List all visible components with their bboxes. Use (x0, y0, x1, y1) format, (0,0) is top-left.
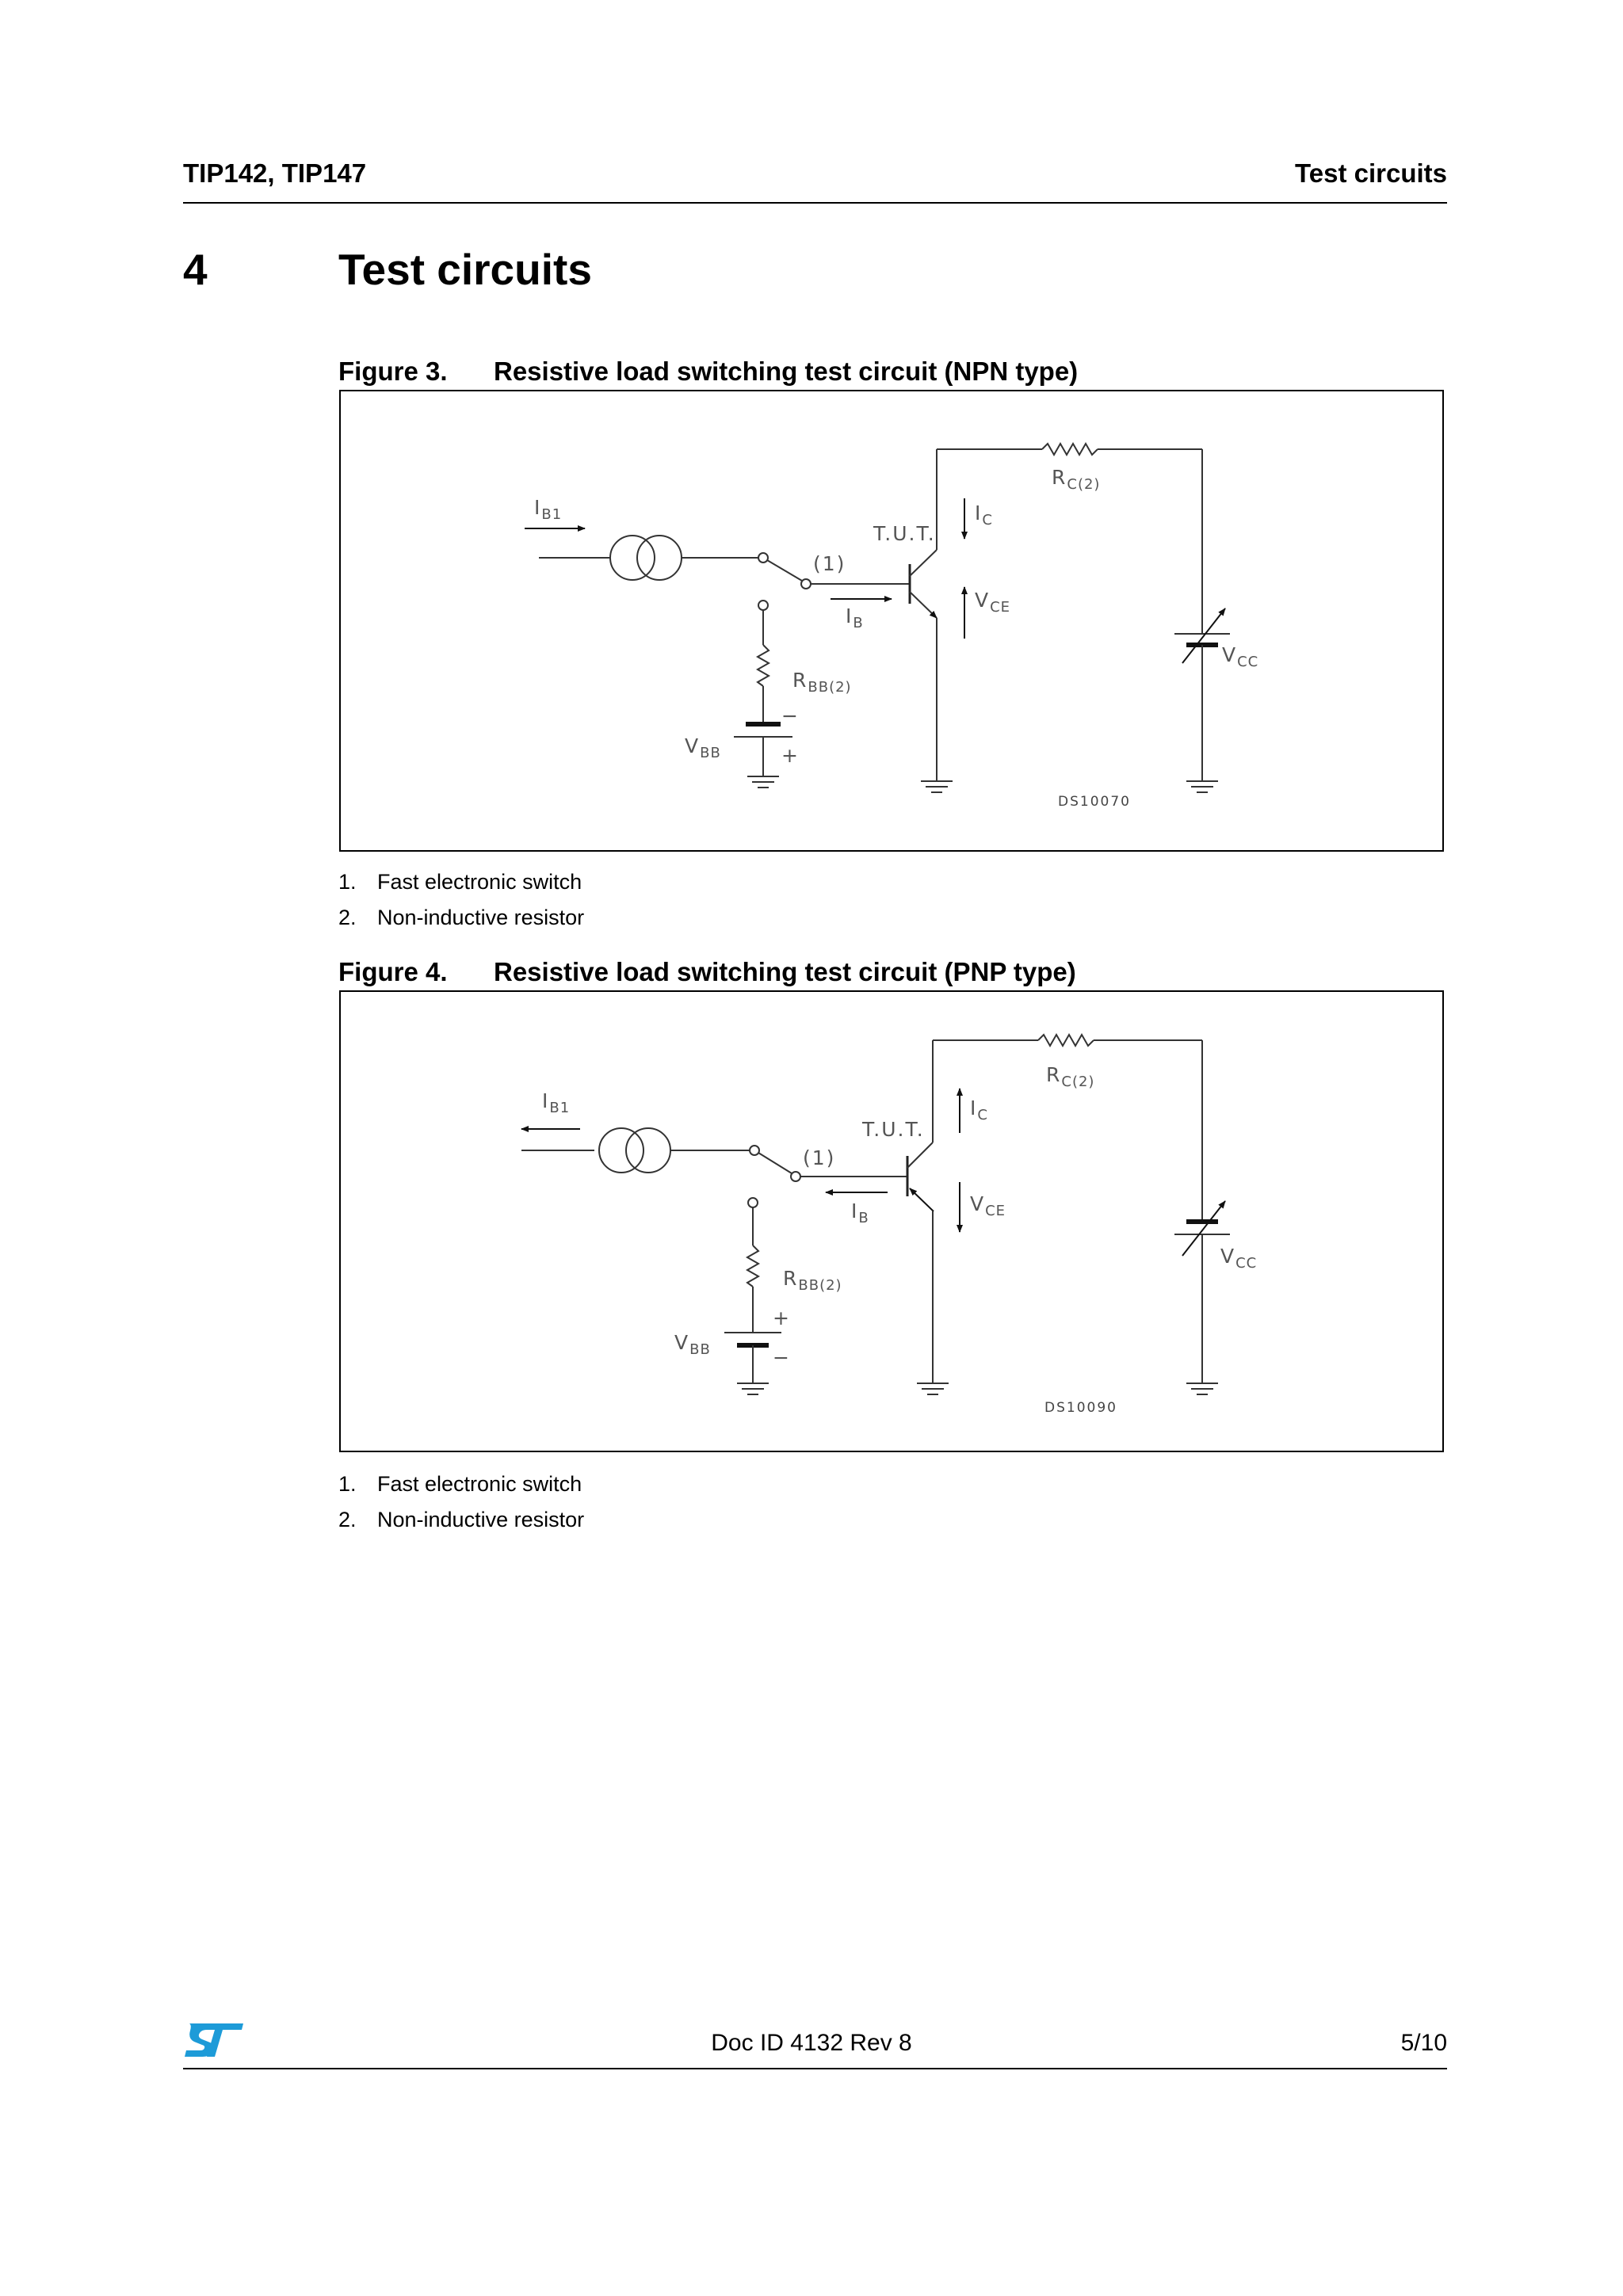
figure-4-note-2: Non-inductive resistor (377, 1508, 585, 1531)
figure-3-number: Figure 3. (338, 357, 448, 386)
label-minus: − (781, 704, 800, 727)
label-minus: − (773, 1346, 791, 1369)
label-vbb: $V_{BB}$ (674, 1331, 711, 1358)
figure-3-note-1: Fast electronic switch (377, 870, 582, 894)
figure-4-number: Figure 4. (338, 957, 448, 986)
figure-4-note-1: Fast electronic switch (377, 1472, 582, 1496)
label-vcc: $V_{CC}$ (1222, 643, 1259, 670)
diagram-id: DS10090 (1044, 1400, 1117, 1416)
header-rule (183, 202, 1447, 204)
label-vce: $V_{CE}$ (975, 589, 1011, 616)
header-doc-title: TIP142, TIP147 (183, 158, 367, 188)
figure-4-note-1-number: 1. (338, 1472, 357, 1496)
label-rbb: $R_{BB(2)}$ (783, 1267, 842, 1294)
figure-3-note-2-number: 2. (338, 906, 357, 929)
section-title: Test circuits (338, 245, 592, 294)
footer-doc-id: Doc ID 4132 Rev 8 (711, 2030, 912, 2056)
figure-4-title: Resistive load switching test circuit (PNP type) (494, 957, 1076, 986)
figure-3-note-1-number: 1. (338, 870, 357, 894)
figure-4-note-2-number: 2. (338, 1508, 357, 1531)
pnp-circuit-diagram (341, 992, 1445, 1454)
diagram-id: DS10070 (1058, 794, 1131, 810)
label-rc: $R_{C(2)}$ (1046, 1063, 1095, 1090)
label-tut: T.U.T. (873, 522, 936, 545)
section-number: 4 (183, 245, 208, 294)
figure-3-box (339, 390, 1444, 852)
label-vbb: $V_{BB}$ (685, 734, 721, 761)
label-rc: $R_{C(2)}$ (1052, 466, 1101, 493)
label-ic: $I_C$ (975, 502, 993, 528)
label-plus: + (781, 744, 800, 767)
footer-rule (183, 2068, 1447, 2069)
header-section-title: Test circuits (1295, 158, 1447, 188)
footer-page-number: 5/10 (1400, 2030, 1447, 2056)
label-vcc: $V_{CC}$ (1220, 1245, 1258, 1272)
label-ib: $I_B$ (851, 1199, 869, 1226)
label-ib1: $I_{B1}$ (542, 1089, 571, 1116)
npn-circuit-diagram (341, 391, 1445, 853)
figure-4-box (339, 990, 1444, 1452)
label-ib: $I_B$ (846, 605, 864, 631)
label-switch-note: (1) (803, 1146, 836, 1169)
figure-3-note-2: Non-inductive resistor (377, 906, 585, 929)
label-ic: $I_C$ (970, 1097, 988, 1123)
figure-3-title: Resistive load switching test circuit (NPN type) (494, 357, 1079, 386)
label-ib1: $I_{B1}$ (534, 496, 563, 523)
label-switch-note: (1) (813, 552, 846, 575)
label-plus: + (773, 1306, 791, 1329)
label-tut: T.U.T. (862, 1118, 925, 1141)
label-rbb: $R_{BB(2)}$ (792, 669, 852, 696)
label-vce: $V_{CE}$ (970, 1192, 1006, 1219)
